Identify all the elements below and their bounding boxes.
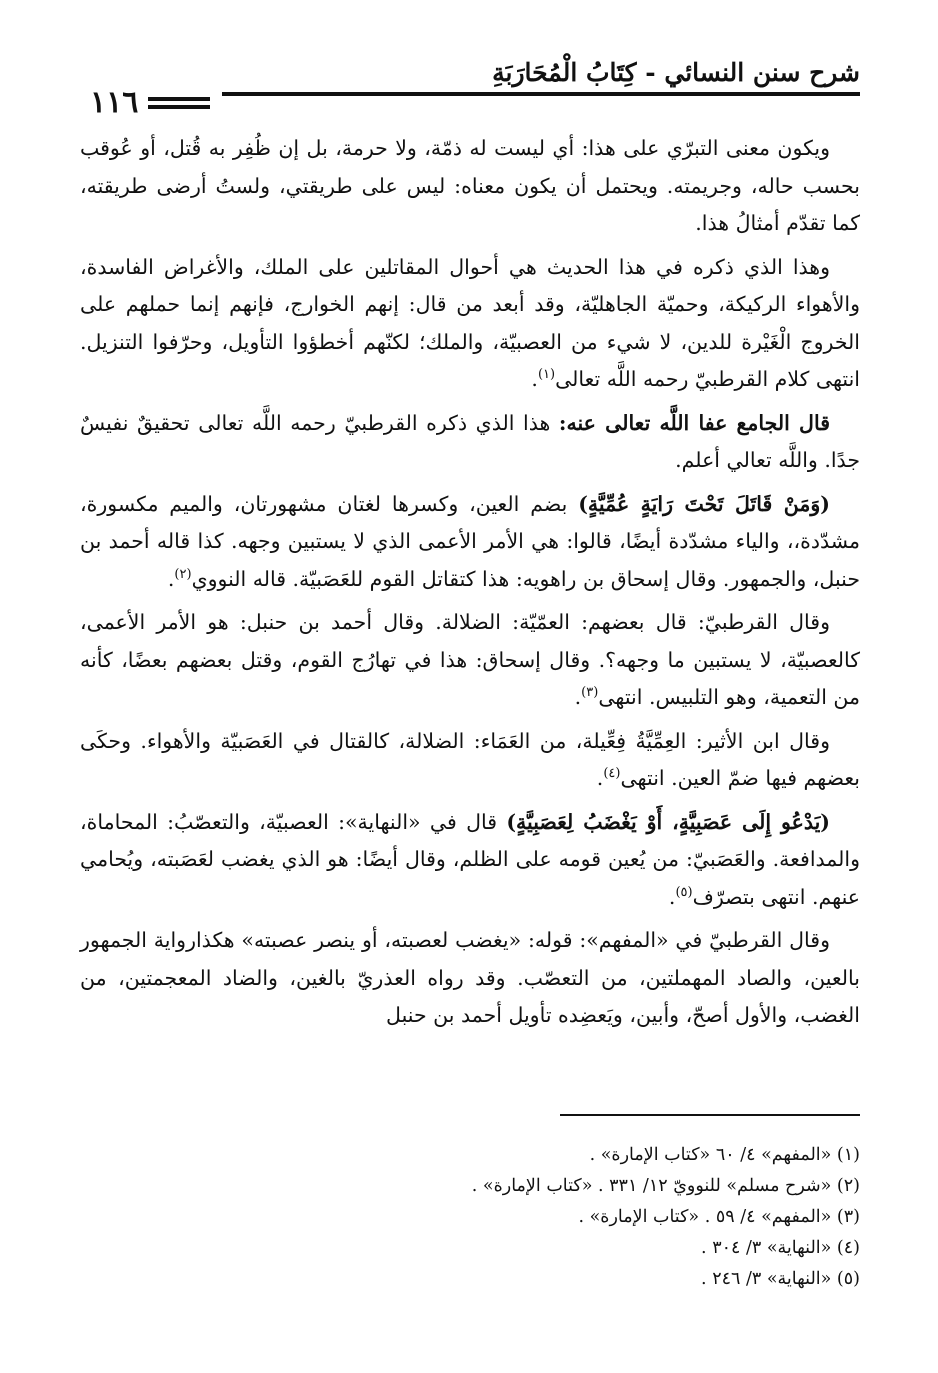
paragraph-text: هذا الذي ذكره القرطبيّ رحمه اللَّه تعالى تحقيقٌ نفيسٌ جدًا. واللَّه تعالي أعلم. bbox=[80, 410, 860, 472]
footnote-ref: (٢) bbox=[174, 566, 192, 582]
paragraph-text: قال في «النهاية»: العصبيّة، والتعصّبُ: المحاماة، والمدافعة. والعَصَبيّ: من يُعين قومه على الظلم، وقال أيضًا: هو الذي يغضب لعَصَبته، ويُحامي عنهم. انتهى بتصرّف bbox=[80, 809, 860, 909]
paragraph-tail: . bbox=[167, 566, 175, 591]
hadith-quote: (وَمَنْ قَاتَلَ تَحْتَ رَايَةٍ عُمِّيَّةٍ) bbox=[578, 491, 830, 516]
footnote-ref: (٣) bbox=[581, 685, 599, 701]
paragraph-5 bbox=[80, 604, 860, 717]
paragraph-text: وهذا الذي ذكره في هذا الحديث هي أحوال المقاتلين على الملك، والأغراض الفاسدة، والأهواء الركيكة، وحميّة الجاهليّة، وقد أبعد من قال: إنهم الخوارج، فإنهم إنما حملهم على الخروج الْغَيْرة للدين، لا شيء من العصبيّة، والملك؛ لكنّهم أخطؤوا التأويل، وحرّفوا التنزيل. انتهى كلام القرطبيّ رحمه اللَّه تعالى bbox=[80, 254, 860, 391]
paragraph-tail: . bbox=[668, 884, 676, 909]
book-page bbox=[80, 0, 860, 1373]
paragraph-text: وقال ابن الأثير: العِمِّيَّةُ فِعِّيلة، من العَمَاء: الضلالة، كالقتال في العَصَبيّة والأهواء. وحكَى بعضهم فيها ضمّ العين. انتهى bbox=[80, 728, 860, 790]
paragraph-tail: . bbox=[531, 367, 538, 391]
page-number-block bbox=[80, 85, 222, 120]
footnote-4: (٤) «النهاية» ٣/ ٣٠٤ . bbox=[701, 1238, 860, 1258]
footnotes bbox=[80, 1140, 860, 1295]
paragraph-text: وقال القرطبيّ: قال بعضهم: العمّيّة: الضلالة. وقال أحمد بن حنبل: هو الأمر الأعمى، كالعصبيّة، لا يستبين ما وجهه؟. وقال إسحاق: هذا في تهارُج القوم، وقتل بعضهم بعضًا، كأنه من التعمية، وهو التلبيس. انتهى bbox=[80, 610, 860, 709]
paragraph-3 bbox=[80, 405, 860, 480]
footnote-ref: (٥) bbox=[675, 884, 693, 900]
hadith-quote: (يَدْعُو إِلَى عَصَبِيَّةٍ، أَوْ يَغْضَبُ لِعَصَبِيَّةٍ) bbox=[506, 809, 830, 834]
paragraph-2 bbox=[80, 249, 860, 399]
paragraph-tail: . bbox=[574, 685, 582, 709]
paragraph-7 bbox=[80, 804, 860, 917]
paragraph-6 bbox=[80, 723, 860, 798]
running-header bbox=[80, 52, 860, 122]
paragraph-text: ويكون معنى التبرّي على هذا: أي ليست له ذمّة، ولا حرمة، بل إن ظُفِر به قُتل، أو عُوقب بحسب حاله، وجريمته. ويحتمل أن يكون معناه: ليس على طريقتي، ولستُ أرضى طريقته، كما تقدّم أمثالُ هذا. bbox=[80, 136, 860, 235]
footnote-ref: (٤) bbox=[603, 766, 621, 782]
footnote-separator bbox=[560, 1114, 860, 1116]
paragraph-4 bbox=[80, 486, 860, 599]
book-title: شرح سنن النسائي - كِتَابُ الْمُحَارَبَةِ bbox=[492, 58, 860, 87]
main-text bbox=[80, 130, 860, 1041]
paragraph-1 bbox=[80, 130, 860, 243]
footnote-1: (١) «المفهم» ٤/ ٦٠ «كتاب الإمارة» . bbox=[589, 1145, 860, 1165]
paragraph-tail: . bbox=[596, 766, 604, 790]
page-number-ornament bbox=[148, 97, 210, 109]
footnote-5: (٥) «النهاية» ٣/ ٢٤٦ . bbox=[701, 1269, 860, 1289]
page-number: ١١٦ bbox=[80, 88, 148, 118]
paragraph-text: بضم العين، وكسرها لغتان مشهورتان، والميم مكسورة، مشدّدة،، والياء مشدّدة أيضًا، قالوا: هي الأمر الأعمى الذي لا يستبين وجهه. كذا قاله أحمد بن حنبل، والجمهور. وقال إسحاق بن راهويه: هذا كتقاتل القوم للعَصَبيّة. قاله النووي bbox=[80, 491, 860, 591]
paragraph-text: وقال القرطبيّ في «المفهم»: قوله: «يغضب لعصبته، أو ينصر عصبته» هكذارواية الجمهور بالعين، والصاد المهملتين، من التعصّب. وقد رواه العذريّ بالغين، والضاد المعجمتين، من الغضب، والأول أصحّ، وأبين، ويَعضِده تأويل أحمد بن حنبل bbox=[80, 928, 860, 1027]
paragraph-8 bbox=[80, 922, 860, 1035]
footnote-2: (٢) «شرح مسلم» للنوويّ ١٢/ ٣٣١ . «كتاب الإمارة» . bbox=[471, 1176, 860, 1196]
footnote-ref: (١) bbox=[537, 367, 556, 383]
footnote-3: (٣) «المفهم» ٤/ ٥٩ . «كتاب الإمارة» . bbox=[578, 1207, 860, 1227]
author-note-lead: قال الجامع عفا اللَّه تعالى عنه: bbox=[558, 410, 831, 435]
